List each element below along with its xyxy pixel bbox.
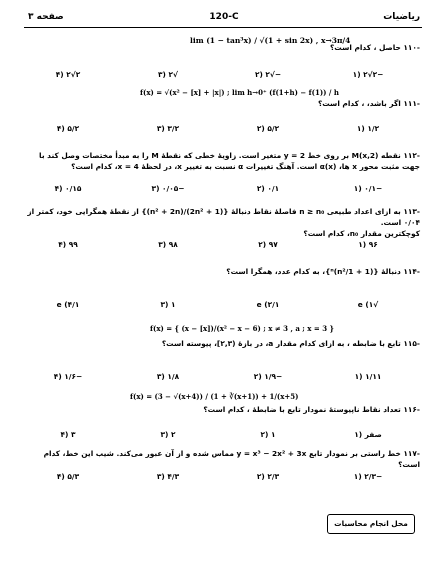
question-text: تابع با ضابطه ، به ازای کدام مقدار a، در بازهٔ (۲,۳]، پیوسته است؟ <box>161 339 401 348</box>
question-text: تعداد نقاط ناپیوستهٔ نمودار تابع با ضابطهٔ ، کدام است؟ <box>203 405 401 414</box>
question-111 <box>24 98 420 109</box>
question-text: نقطه M(x,2) بر روی خط y = 2 متغیر است. زاویهٔ خطی که نقطهٔ M را به مبدأ مختصات وصل کند با جهت مثبت محور x ها، α(x) است. آهنگ تغییرات α نسبت به تغییر x، در لحظهٔ x = 4، کدام است؟ <box>39 151 420 171</box>
option-1[interactable]: ۹۶ (۱ <box>358 240 378 249</box>
question-number: -۱۱۴ <box>403 267 420 276</box>
option-4[interactable]: ۰/۱۵ (۴ <box>54 184 82 193</box>
question-117-options <box>30 472 414 484</box>
question-111-options <box>30 124 414 136</box>
option-3[interactable]: ۴/۳ (۳ <box>156 472 180 481</box>
question-116-options <box>30 430 414 442</box>
exam-code: 120-C <box>209 12 239 22</box>
option-2[interactable]: ۱/e (۲ <box>256 300 280 309</box>
option-3[interactable]: ۲ (۳ <box>160 430 176 439</box>
option-1[interactable]: ۱/۱۱ (۱ <box>354 372 382 381</box>
option-2[interactable]: ۱ (۲ <box>260 430 276 439</box>
question-116 <box>24 404 420 415</box>
question-110-options <box>30 70 414 82</box>
option-4[interactable]: ۵/۲ (۴ <box>56 124 80 133</box>
question-115 <box>24 338 420 349</box>
option-2[interactable]: ۲/۳ (۲ <box>256 472 280 481</box>
option-2[interactable]: ۹۷ (۲ <box>258 240 278 249</box>
question-116-formula: f(x) = (3 − √(x+4)) / (1 + ∛(x+1)) + 1/(x+5) <box>130 392 299 401</box>
question-110-formula: lim (1 − tan³x) / √(1 + sin 2x) , x→3π/4 <box>190 36 351 45</box>
option-3[interactable]: ۹۸ (۳ <box>158 240 178 249</box>
option-3[interactable]: ۱/۸ (۳ <box>156 372 180 381</box>
option-4[interactable]: ۳ (۴ <box>60 430 76 439</box>
question-text: خط راستی بر نمودار تابع y = x³ − 2x² + 3x مماس شده و از آن عبور می‌کند. شیب این خط، کدام است؟ <box>43 449 420 469</box>
subject-title: ریاضیات <box>383 12 420 22</box>
question-113-options <box>30 240 414 252</box>
question-115-formula: f(x) = { (x − [x])/(x² − x − 6) ; x ≠ 3 , a ; x = 3 } <box>150 324 335 333</box>
option-4[interactable]: ۲√۲ (۴ <box>55 70 81 79</box>
option-4[interactable]: −۱/۶ (۴ <box>53 372 83 381</box>
question-number: -۱۱۱ <box>403 99 420 108</box>
question-text: به ازای اعداد طبیعی n ≥ n₀ فاصلهٔ نقاط دنبالهٔ {(2n² + 1)/(n² + 2n)} از نقطهٔ همگرایی خود، کمتر از ۰/۰۴ است. <box>27 207 420 227</box>
question-number: -۱۱۵ <box>403 339 420 348</box>
option-3[interactable]: √۲ (۳ <box>158 70 178 79</box>
calculation-area-label: محل انجام محاسبات <box>327 514 415 534</box>
question-number: -۱۱۳ <box>403 207 420 216</box>
question-115-options <box>30 372 414 384</box>
option-3[interactable]: −۰/۰۵ (۳ <box>151 184 185 193</box>
header-divider <box>24 27 422 28</box>
question-113 <box>24 206 420 239</box>
question-111-formula: f(x) = √(x² − [x] + |x|) ; lim h→0⁺ (f(1+h) − f(1)) / h <box>140 88 339 97</box>
option-4[interactable]: ۵/۳ (۴ <box>56 472 80 481</box>
question-112 <box>24 150 420 172</box>
option-1[interactable]: −۲/۳ (۱ <box>353 472 383 481</box>
option-3[interactable]: ۱ (۳ <box>160 300 176 309</box>
question-number: -۱۱۰ <box>403 43 420 52</box>
question-text: دنبالهٔ {(1 + 1/n²)ⁿ}، به کدام عدد، همگرا است؟ <box>226 267 401 276</box>
question-text: اگر باشد، ، کدام است؟ <box>317 99 401 108</box>
question-text-continued: کوچکترین مقدار n₀، کدام است؟ <box>303 229 420 238</box>
option-1[interactable]: −۰/۱ (۱ <box>353 184 383 193</box>
page-header <box>28 12 420 28</box>
question-117 <box>24 448 420 470</box>
option-1[interactable]: صفر (۱ <box>354 430 382 439</box>
question-number: -۱۱۲ <box>403 151 420 160</box>
option-4[interactable]: ۱/e (۴ <box>56 300 80 309</box>
option-3[interactable]: ۳/۲ (۳ <box>156 124 180 133</box>
option-2[interactable]: ۵/۲ (۲ <box>256 124 280 133</box>
page-number: صفحه ۳ <box>28 12 64 22</box>
question-112-options <box>30 184 414 196</box>
question-number: -۱۱۶ <box>403 405 420 414</box>
option-4[interactable]: ۹۹ (۴ <box>58 240 78 249</box>
question-114-options <box>30 300 414 312</box>
question-114 <box>24 266 420 277</box>
question-text: حاصل ، کدام است؟ <box>330 43 401 52</box>
option-2[interactable]: −۱/۹ (۲ <box>253 372 283 381</box>
option-1[interactable]: −۲√۲ (۱ <box>352 70 384 79</box>
question-number: -۱۱۷ <box>403 449 420 458</box>
option-2[interactable]: −√۲ (۲ <box>254 70 282 79</box>
option-1[interactable]: √e (۱ <box>357 300 379 309</box>
option-2[interactable]: ۰/۱ (۲ <box>256 184 280 193</box>
option-1[interactable]: ۱/۲ (۱ <box>356 124 380 133</box>
